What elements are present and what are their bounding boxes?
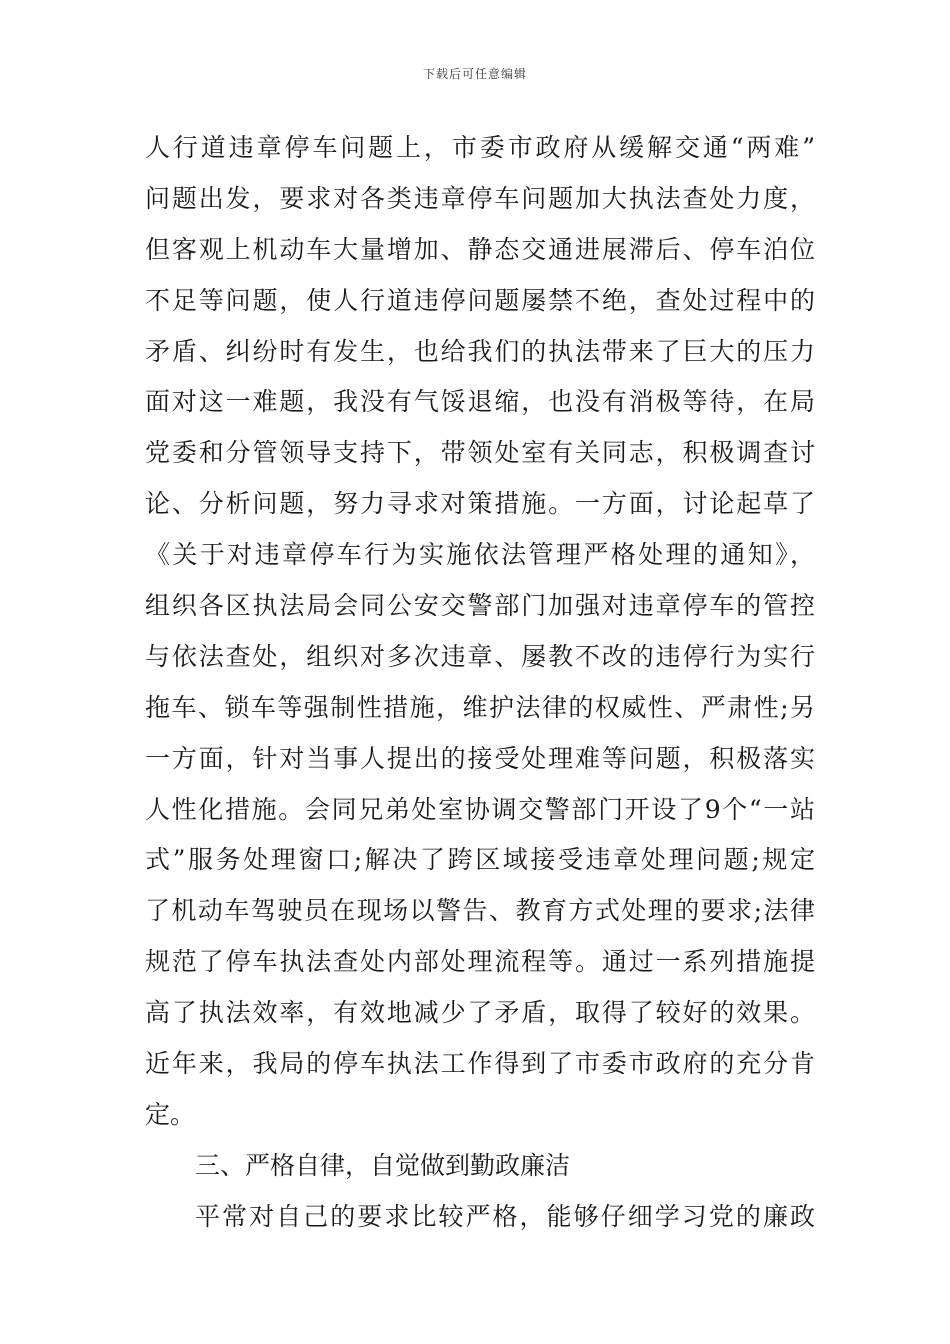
paragraph-start-line: 平常对自己的要求比较严格，能够仔细学习党的廉政 [195, 1201, 815, 1231]
text-line: 组织各区执法局会同公安交警部门加强对违章停车的管控 [145, 591, 815, 621]
text-line: 拖车、锁车等强制性措施，维护法律的权威性、严肃性;另 [145, 692, 815, 722]
text-line: 党委和分管领导支持下，带领处室有关同志，积极调查讨 [145, 438, 815, 468]
text-line: 面对这一难题，我没有气馁退缩，也没有消极等待，在局 [145, 387, 815, 417]
text-line: 但客观上机动车大量增加、静态交通进展滞后、停车泊位 [145, 234, 815, 264]
text-line: 定。 [145, 1099, 196, 1129]
text-line: 式”服务处理窗口;解决了跨区域接受违章处理问题;规定 [145, 845, 815, 875]
text-line: 论、分析问题，努力寻求对策措施。一方面，讨论起草了 [145, 489, 815, 519]
text-line: 了机动车驾驶员在现场以警告、教育方式处理的要求;法律 [145, 896, 815, 926]
text-line: 与依法查处，组织对多次违章、屡教不改的违停行为实行 [145, 641, 815, 671]
text-line: 不足等问题，使人行道违停问题屡禁不绝，查处过程中的 [145, 285, 815, 315]
text-line: 近年来，我局的停车执法工作得到了市委市政府的充分肯 [145, 1049, 815, 1079]
text-line: 矛盾、纠纷时有发生，也给我们的执法带来了巨大的压力 [145, 336, 815, 366]
text-line: 人性化措施。会同兄弟处室协调交警部门开设了9个“一站 [145, 794, 815, 824]
body-text [145, 123, 815, 1243]
section-heading: 三、严格自律，自觉做到勤政廉洁 [195, 1150, 571, 1180]
text-line: 人行道违章停车问题上，市委市政府从缓解交通“两难” [145, 133, 815, 162]
text-line: 《关于对违章停车行为实施依法管理严格处理的通知》， [145, 540, 815, 570]
text-line: 规范了停车执法查处内部处理流程等。通过一系列措施提 [145, 947, 815, 977]
text-line: 高了执法效率，有效地减少了矛盾，取得了较好的效果。 [145, 998, 815, 1028]
text-line: 一方面，针对当事人提出的接受处理难等问题，积极落实 [145, 743, 815, 773]
download-note: 下载后可任意编辑 [422, 67, 527, 81]
text-line: 问题出发，要求对各类违章停车问题加大执法查处力度， [145, 183, 815, 213]
